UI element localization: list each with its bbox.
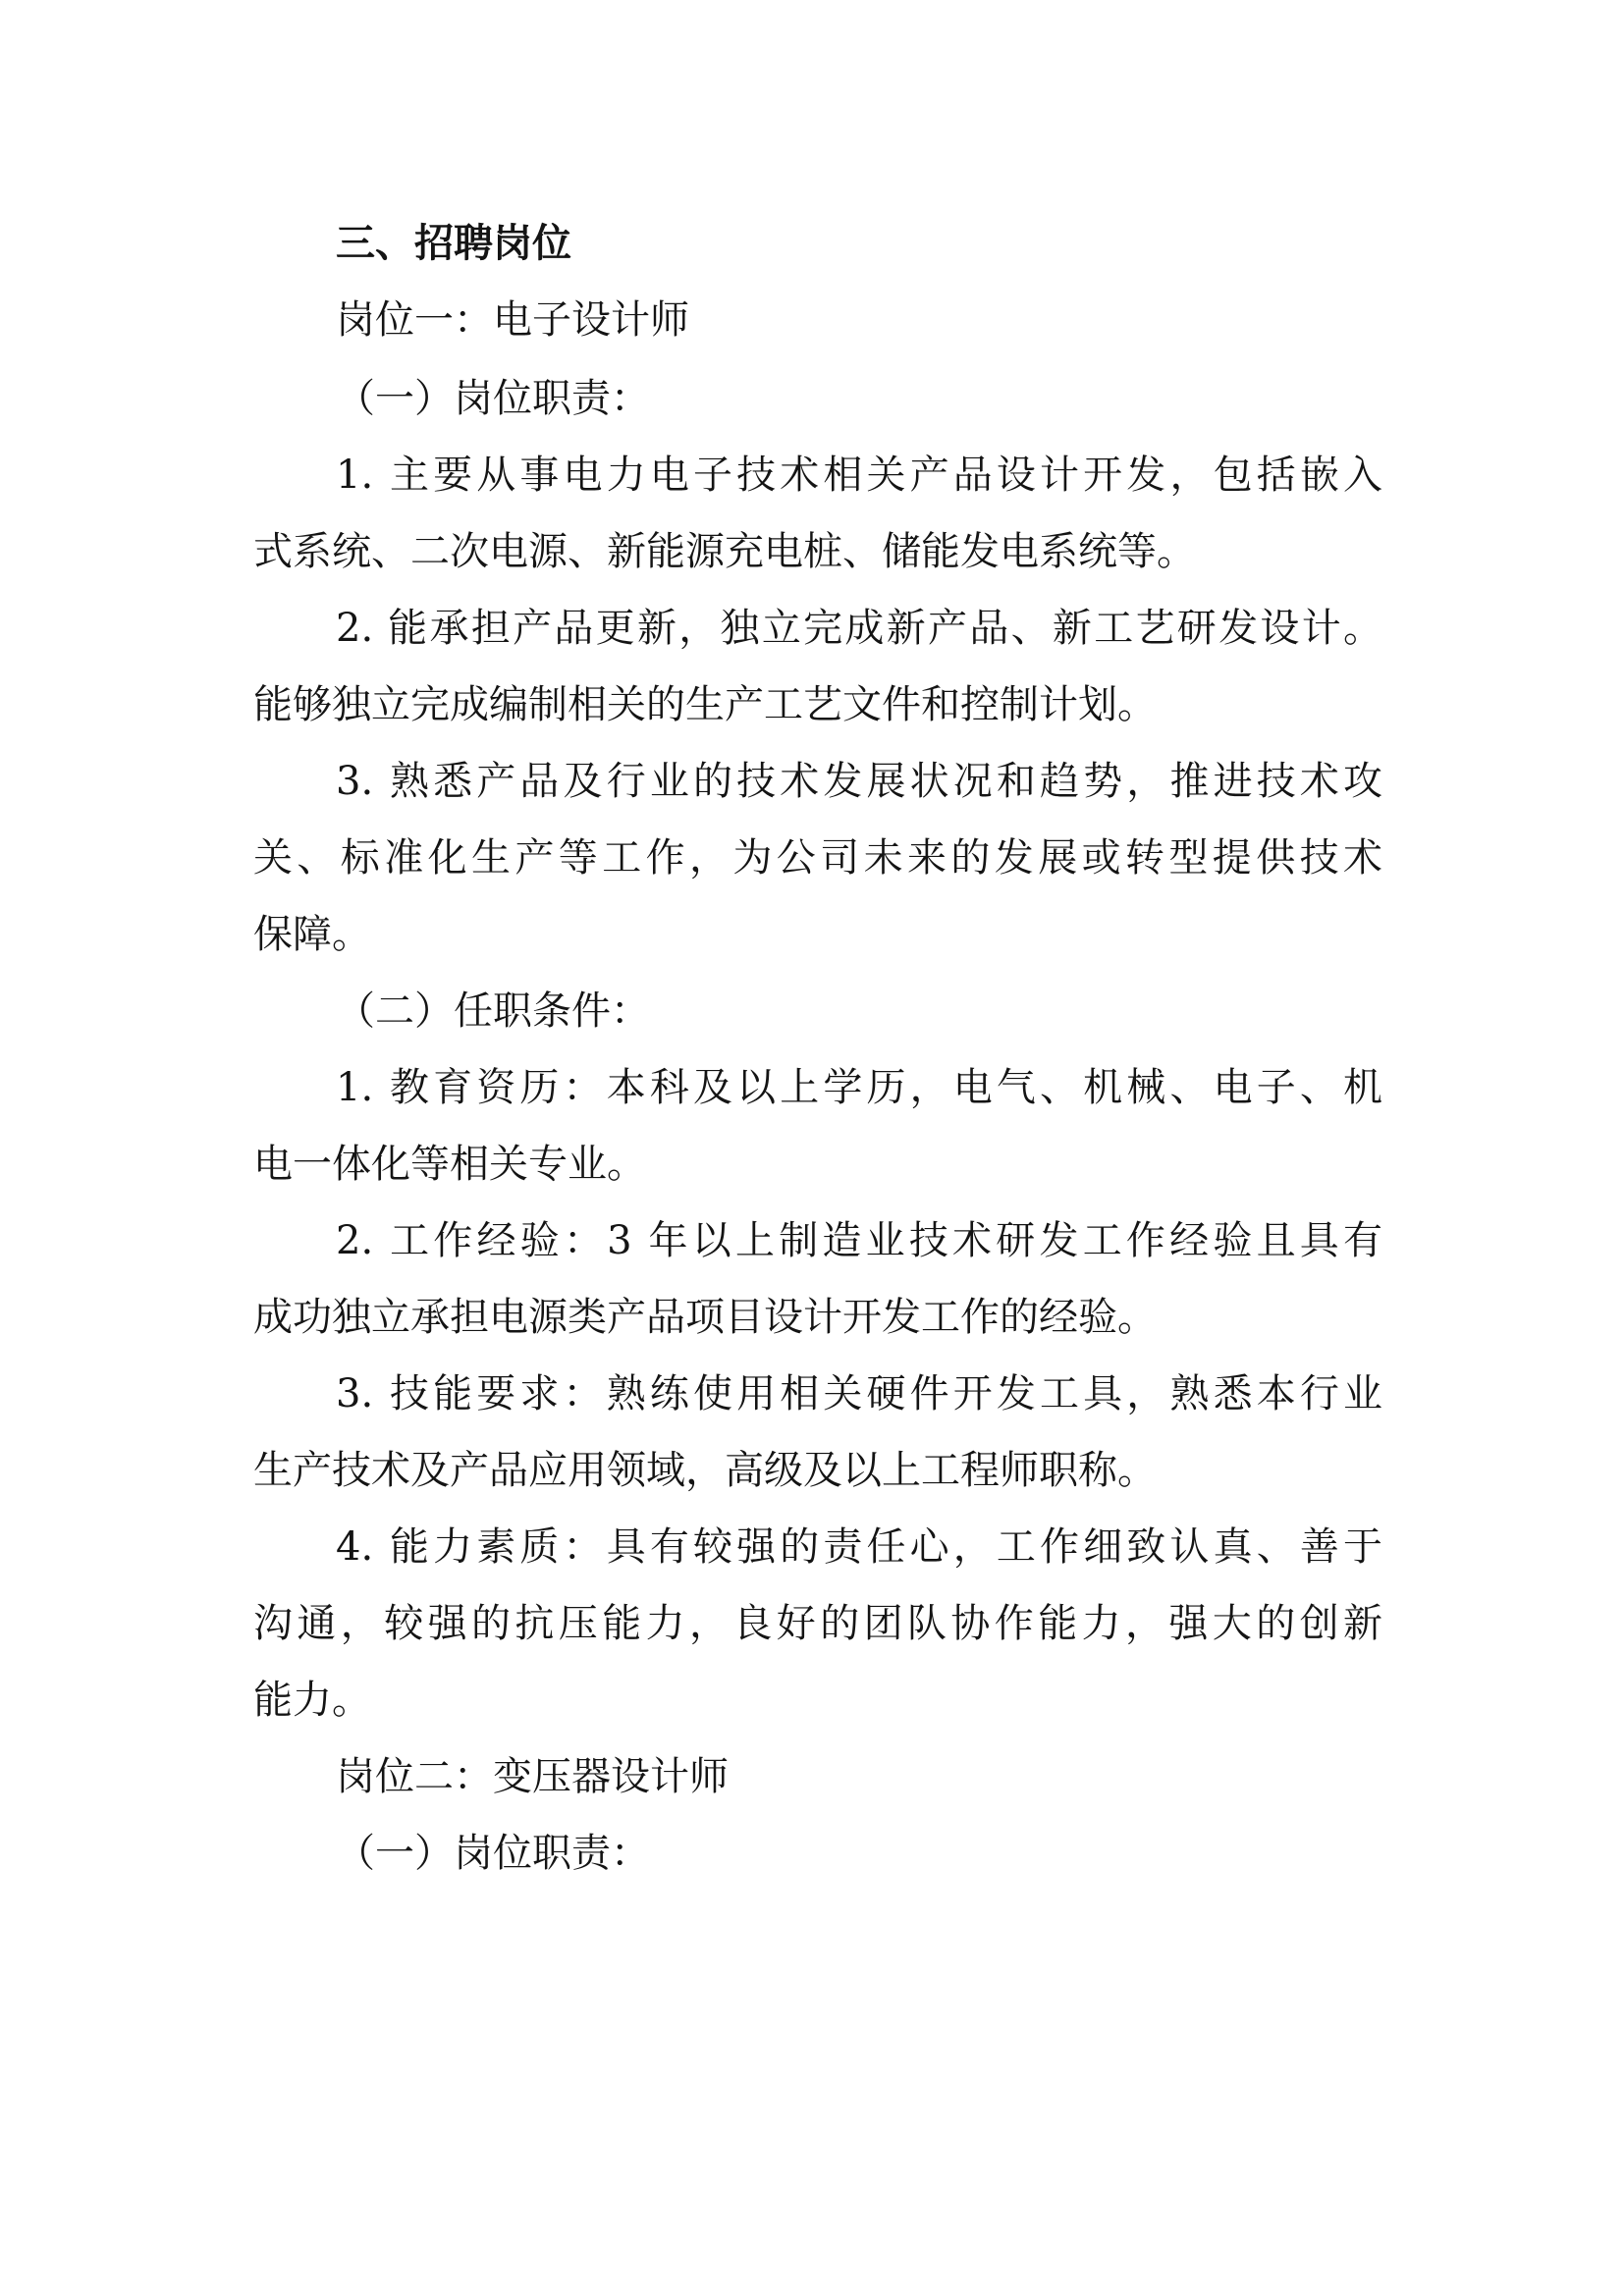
position-2-duties-heading: （一）岗位职责： [336,1831,650,1876]
duty-3-line-2: 关、标准化生产等工作，为公司未来的发展或转型提供技术 [253,835,1382,881]
requirement-4-line-3: 能力。 [253,1678,371,1723]
position-2-title: 岗位二：变压器设计师 [336,1754,729,1799]
duty-1-line-1: 1. 主要从事电力电子技术相关产品设计开发，包括嵌入 [336,453,1382,498]
requirement-1-line-1: 1. 教育资历：本科及以上学历，电气、机械、电子、机 [336,1065,1382,1110]
requirement-1-line-2: 电一体化等相关专业。 [253,1142,646,1187]
requirement-3-line-1: 3. 技能要求：熟练使用相关硬件开发工具，熟悉本行业 [336,1371,1382,1416]
position-1-title: 岗位一：电子设计师 [336,297,689,343]
requirement-2-line-2: 成功独立承担电源类产品项目设计开发工作的经验。 [253,1295,1157,1340]
requirement-3-line-2: 生产技术及产品应用领域，高级及以上工程师职称。 [253,1448,1157,1493]
duty-3-line-1: 3. 熟悉产品及行业的技术发展状况和趋势，推进技术攻 [336,759,1382,804]
duty-3-line-3: 保障。 [253,912,371,957]
position-1-duties-heading: （一）岗位职责： [336,376,650,421]
requirement-4-line-1: 4. 能力素质：具有较强的责任心，工作细致认真、善于 [336,1524,1382,1570]
position-1-requirements-heading: （二）任职条件： [336,988,650,1034]
duty-1-line-2: 式系统、二次电源、新能源充电桩、储能发电系统等。 [253,529,1196,574]
requirement-4-line-2: 沟通，较强的抗压能力，良好的团队协作能力，强大的创新 [253,1601,1382,1646]
duty-2-line-1: 2. 能承担产品更新，独立完成新产品、新工艺研发设计。 [336,606,1382,651]
requirement-2-line-1: 2. 工作经验：3 年以上制造业技术研发工作经验且具有 [336,1218,1382,1263]
section-heading: 三、招聘岗位 [336,221,571,266]
duty-2-line-2: 能够独立完成编制相关的生产工艺文件和控制计划。 [253,682,1157,727]
